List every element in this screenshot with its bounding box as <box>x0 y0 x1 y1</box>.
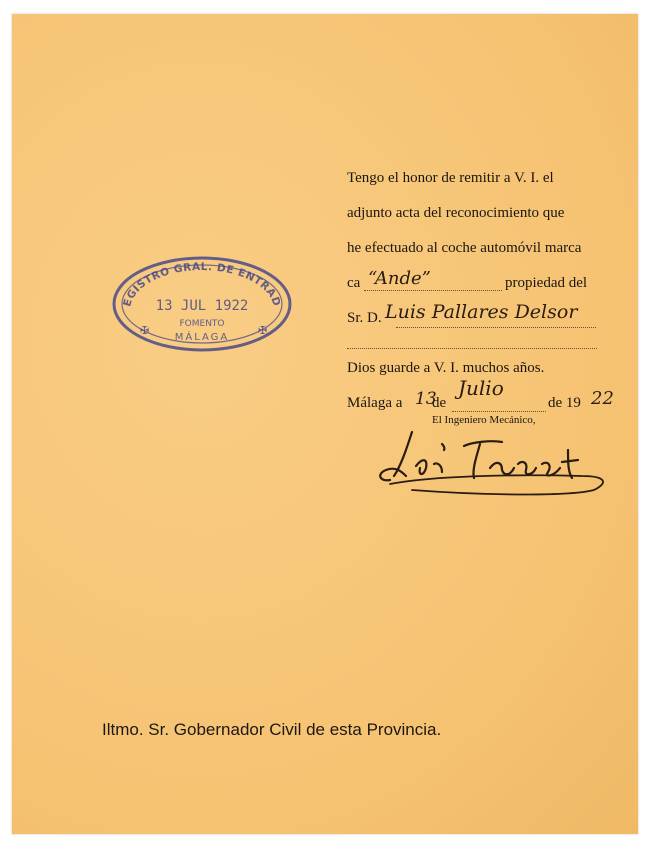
month-handwritten: Julio <box>458 376 504 400</box>
signer-title: El Ingeniero Mecánico, <box>432 414 536 426</box>
owner-name-handwritten: Luis Pallares Delsor <box>385 301 578 323</box>
place-label: Málaga a <box>347 395 403 411</box>
signature-image <box>372 424 622 504</box>
stamp-city: MÁLAGA <box>174 332 230 343</box>
letter-line-2: adjunto acta del reconocimiento que <box>347 205 565 221</box>
svg-text:✠: ✠ <box>258 325 268 337</box>
month-dotted-line <box>452 411 546 412</box>
extra-dotted-line <box>347 348 597 349</box>
svg-text:✠: ✠ <box>140 325 150 337</box>
document-page <box>12 14 638 834</box>
letter-line-4-prefix: ca <box>347 275 361 291</box>
letter-line-3: he efectuado al coche automóvil marca <box>347 240 582 256</box>
owner-dotted-line <box>396 327 596 328</box>
de-year-label: de 19 <box>548 395 581 411</box>
stamp-top-text: EGISTRO GRAL. DE ENTRAD <box>121 260 283 308</box>
de-label-1: de <box>432 395 447 411</box>
letter-line-4-suffix: propiedad del <box>505 275 588 291</box>
stamp-date: 13 JUL 1922 <box>155 298 249 314</box>
stamp-dept: FOMENTO <box>179 319 225 329</box>
car-brand-handwritten: “Ande” <box>368 268 431 289</box>
day-handwritten: 13 <box>415 389 437 409</box>
letter-line-5-prefix: Sr. D. <box>347 310 382 326</box>
greeting-line: Dios guarde a V. I. muchos años. <box>347 360 545 376</box>
brand-dotted-line <box>364 290 502 291</box>
addressee-line: Iltmo. Sr. Gobernador Civil de esta Provincia. <box>102 720 442 739</box>
registry-stamp <box>110 252 294 352</box>
letter-line-1: Tengo el honor de remitir a V. I. el <box>347 170 554 186</box>
year-handwritten: 22 <box>591 388 614 409</box>
